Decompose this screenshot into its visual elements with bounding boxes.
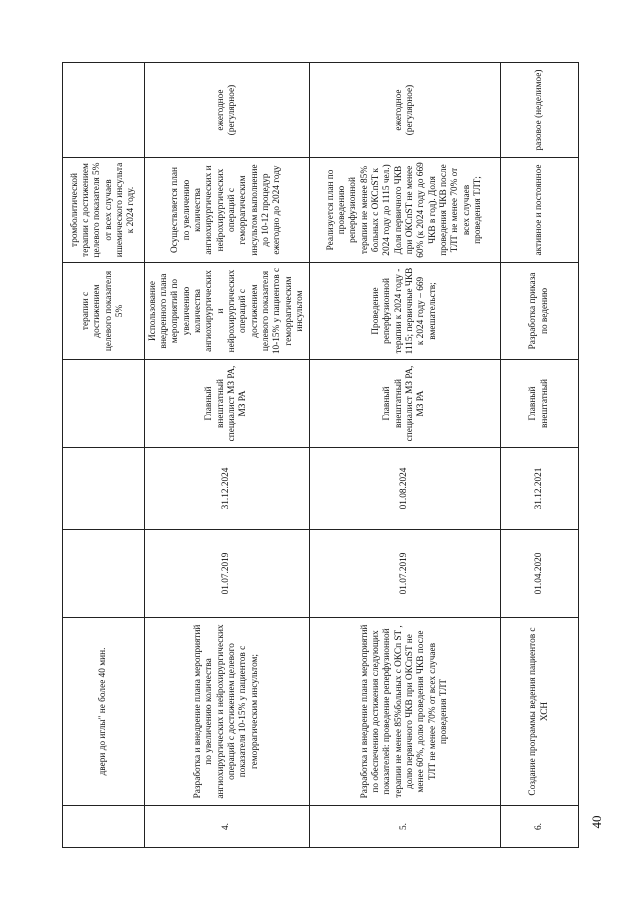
result-cell: активное и постоянное — [501, 158, 579, 263]
start-date-cell: 01.07.2019 — [310, 530, 501, 618]
row-number: 4. — [145, 806, 310, 848]
row-number — [63, 806, 145, 848]
indicator-cell: Проведение реперфузионной терапии к 2024 году - 1115; первичные ЧКВ к 2024 году – 669 вмешательств; — [310, 263, 501, 360]
end-date-cell: 01.08.2024 — [310, 448, 501, 530]
period-cell: разовое (неделимое) — [501, 63, 579, 158]
row-number: 5. — [310, 806, 501, 848]
table-row — [63, 63, 145, 848]
responsible-cell: Главный внештатный специалист МЗ РА, МЗ РА — [145, 360, 310, 448]
table-row — [501, 63, 579, 848]
responsible-cell: Главный внештатный специалист МЗ РА, МЗ РА — [310, 360, 501, 448]
start-date-cell: 01.07.2019 — [145, 530, 310, 618]
period-cell: ежегодное (регулярное) — [145, 63, 310, 158]
indicator-cell: Использование внедренного плана мероприятий по увеличению количества ангиохирургических и нейрохирургических операций с достижением целевого показателя 10-15% у пациентов с геморрагическим инсультом — [145, 263, 310, 360]
result-cell: Осуществляется план по увеличению количества ангиохирургических и нейрохирургических операций с геморрагическим инсультом выполнение до 10-12 процедур ежегодно до 2024 году — [145, 158, 310, 263]
row-number: 6. — [501, 806, 579, 848]
end-date-cell: 31.12.2021 — [501, 448, 579, 530]
table-row — [310, 63, 501, 848]
result-cell: тромболитической терапии с достижением целевого показателя 5% от всех случаев ишемического инсульта к 2024 году. — [63, 158, 145, 263]
start-date-cell — [63, 530, 145, 618]
event-cell: Разработка и внедрение плана мероприятий по обеспечению достижения следующих показателей: проведение реперфузионной терапии не менее 85%больных с ОКСп ST , долю первичного ЧКВ при ОКСпST не менее 60%, долю проведения ЧКВ после ТЛТ не менее 70% от всех случаев проведения ТЛТ — [310, 618, 501, 806]
rotated-page — [62, 63, 578, 848]
period-cell — [63, 63, 145, 158]
indicator-cell: терапии с достижением целевого показателя 5% — [63, 263, 145, 360]
event-cell: двери до иглы" не более 40 мин. — [63, 618, 145, 806]
period-cell: ежегодное (регулярное) — [310, 63, 501, 158]
responsible-cell: Главный внештатный — [501, 360, 579, 448]
end-date-cell: 31.12.2024 — [145, 448, 310, 530]
start-date-cell: 01.04.2020 — [501, 530, 579, 618]
page-number: 40 — [589, 815, 604, 829]
end-date-cell — [63, 448, 145, 530]
event-cell: Создание программы ведения пациентов с ХСН — [501, 618, 579, 806]
measures-table — [62, 62, 579, 848]
responsible-cell — [63, 360, 145, 448]
event-cell: Разработка и внедрение плана мероприятий по увеличению количества ангиохирургических и нейрохирургических операций с достижением целевого показателя 10-15% у пациентов с геморрагическим инсультом; — [145, 618, 310, 806]
indicator-cell: Разработка приказа по ведению — [501, 263, 579, 360]
result-cell: Реализуется план по проведению реперфузионной терапии не менее 85% больных с ОКСпST к 2024 году до 1115 чел.) Доля первичного ЧКВ при ОКСпST не менее 60% (к 2024 году до 669 ЧКВ в год). Доля проведения ЧКВ после ТЛТ не менее 70% от всех случаев проведения ТЛТ; — [310, 158, 501, 263]
table-row — [145, 63, 310, 848]
